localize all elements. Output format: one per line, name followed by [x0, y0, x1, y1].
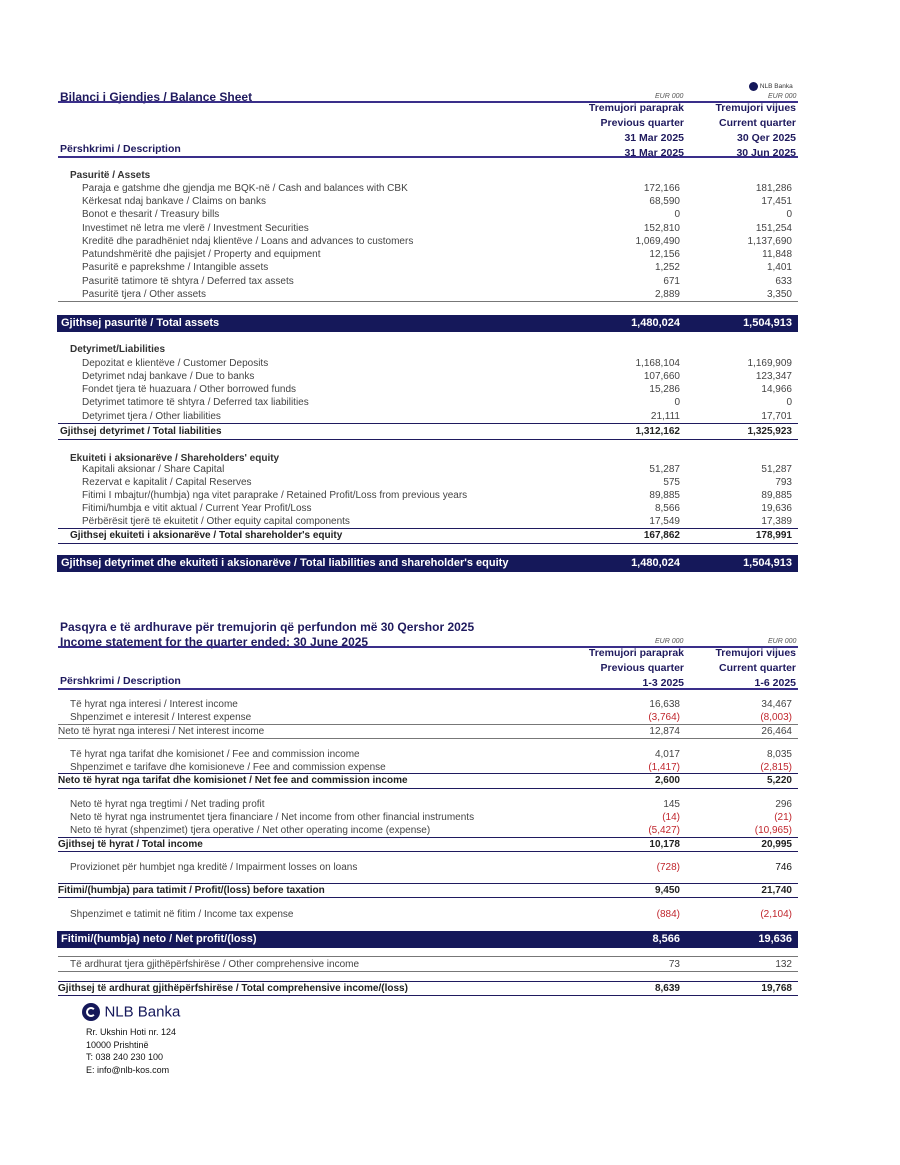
eur-label-2: EUR 000: [768, 93, 797, 100]
table-row: Neto të hyrat (shpenzimet) tjera operative / Net other operating income (expense) (5,427) (10,965): [70, 825, 792, 836]
email-line: E: info@nlb-kos.com: [86, 1064, 170, 1075]
footer-address: [86, 1026, 176, 1076]
footer-logo: [82, 1003, 180, 1021]
col-header-line: Current quarter: [718, 662, 796, 674]
rule: [58, 971, 798, 972]
phone-line: T: 038 240 230 100: [86, 1052, 164, 1062]
address-line: Rr. Ukshin Hoti nr. 124: [86, 1027, 177, 1037]
table-row: Përbërësit tjerë të ekuitetit / Other equity capital components 17,549 17,389: [82, 516, 792, 527]
balance-title: Bilanci i Gjendjes / Balance Sheet: [60, 90, 253, 104]
rule: [58, 439, 798, 440]
rule: [58, 423, 798, 424]
table-row: Patundshmëritë dhe pajisjet / Property and equipment 12,156 11,848: [82, 249, 792, 260]
col-header-line: Tremujori vijues: [715, 647, 796, 659]
table-row: Kapitali aksionar / Share Capital 51,287 51,287: [82, 464, 792, 475]
col-header-line: 30 Qer 2025: [737, 132, 796, 144]
balance-desc-header: Përshkrimi / Description: [60, 143, 181, 155]
table-row: Fitimi/humbja e vitit aktual / Current Year Profit/Loss 8,566 19,636: [82, 503, 792, 514]
nlb-logo-icon: [82, 1003, 100, 1021]
net-fee-row: Neto të hyrat nga tarifat dhe komisionet / Net fee and commission income 2,600 5,220: [58, 775, 792, 786]
balance-col1-header: [560, 101, 684, 161]
rule: [58, 956, 798, 957]
rule: [58, 788, 798, 789]
col-header-line: Previous quarter: [600, 117, 684, 129]
table-row: Depozitat e klientëve / Customer Deposits 1,168,104 1,169,909: [82, 358, 792, 369]
col-header-line: 1-6 2025: [754, 677, 796, 689]
table-row: Fondet tjera të huazuara / Other borrowed funds 15,286 14,966: [82, 384, 792, 395]
tax-row: Shpenzimet e tatimit në fitim / Income tax expense (884) (2,104): [70, 909, 792, 920]
footer-brand-name: NLB Banka: [104, 1003, 181, 1021]
col-header-line: 31 Mar 2025: [624, 132, 684, 144]
table-row: Pasuritë tjera / Other assets 2,889 3,350: [82, 289, 792, 300]
col-header-line: 31 Mar 2025: [624, 147, 684, 159]
total-equity-row: Gjithsej ekuiteti i aksionarëve / Total shareholder's equity 167,862 178,991: [70, 530, 792, 541]
rule: [58, 543, 798, 544]
income-title-2: Income statement for the quarter ended: 30 June 2025: [60, 635, 369, 649]
table-row: Neto të hyrat nga instrumentet tjera financiare / Net income from other financial instruments (14) (21): [70, 812, 792, 823]
table-row: Të hyrat nga tarifat dhe komisionet / Fee and commission income 4,017 8,035: [70, 749, 792, 760]
col-header-line: 30 Jun 2025: [736, 147, 796, 159]
col-header-line: Tremujori vijues: [715, 102, 796, 114]
rule: [58, 688, 798, 690]
nlb-logo-icon: [749, 82, 758, 91]
table-row: Pasuritë tatimore të shtyra / Deferred tax assets 671 633: [82, 276, 792, 287]
table-row: Kreditë dhe paradhëniet ndaj klientëve / Loans and advances to customers 1,069,490 1,137,690: [82, 236, 792, 247]
table-row: Detyrimet ndaj bankave / Due to banks 107,660 123,347: [82, 371, 792, 382]
net-profit-band: Fitimi/(humbja) neto / Net profit/(loss) 8,566 19,636: [57, 931, 798, 948]
table-row: Shpenzimet e tarifave dhe komisioneve / Fee and commission expense (1,417) (2,815): [70, 762, 792, 773]
table-row: Rezervat e kapitalit / Capital Reserves 575 793: [82, 477, 792, 488]
total-assets-band: Gjithsej pasuritë / Total assets 1,480,024 1,504,913: [57, 315, 798, 332]
oci-row: Të ardhurat tjera gjithëpërfshirëse / Other comprehensive income 73 132: [70, 959, 792, 970]
rule: [58, 995, 798, 996]
rule: [58, 301, 798, 302]
profit-before-tax-row: Fitimi/(humbja) para tatimit / Profit/(loss) before taxation 9,450 21,740: [58, 885, 792, 896]
impairment-row: Provizionet për humbjet nga kreditë / Impairment losses on loans (728) 746: [70, 862, 792, 873]
table-row: Paraja e gatshme dhe gjendja me BQK-në / Cash and balances with CBK 172,166 181,286: [82, 183, 792, 194]
income-title-1: Pasqyra e të ardhurave për tremujorin që perfundon më 30 Qershor 2025: [60, 620, 475, 634]
col-header-line: Current quarter: [718, 117, 796, 129]
table-row: Detyrimet tjera / Other liabilities 21,111 17,701: [82, 411, 792, 422]
net-interest-row: Neto të hyrat nga interesi / Net interest income 12,874 26,464: [58, 726, 792, 737]
small-logo: [749, 82, 793, 91]
total-comprehensive-row: Gjithsej të ardhurat gjithëpërfshirëse / Total comprehensive income/(loss) 8,639 19,768: [58, 983, 792, 994]
income-col1-header: [560, 646, 684, 691]
total-income-row: Gjithsej të hyrat / Total income 10,178 20,995: [58, 839, 792, 850]
table-row: Shpenzimet e interesit / Interest expense (3,764) (8,003): [70, 712, 792, 723]
table-row: Kërkesat ndaj bankave / Claims on banks 68,590 17,451: [82, 196, 792, 207]
table-row: Investimet në letra me vlerë / Investment Securities 152,810 151,254: [82, 223, 792, 234]
equity-heading: Ekuiteti i aksionarëve / Shareholders' equity: [70, 453, 280, 464]
rule: [58, 851, 798, 852]
assets-heading: Pasuritë / Assets: [70, 170, 151, 181]
rule: [58, 156, 798, 158]
table-row: Pasuritë e paprekshme / Intangible assets 1,252 1,401: [82, 262, 792, 273]
total-liabilities-row: Gjithsej detyrimet / Total liabilities 1,312,162 1,325,923: [60, 426, 792, 437]
eur-label-1: EUR 000: [655, 93, 684, 100]
table-row: Detyrimet tatimore të shtyra / Deferred tax liabilities 0 0: [82, 397, 792, 408]
col-header-line: Tremujori paraprak: [588, 102, 684, 114]
eur-label-4: EUR 000: [768, 638, 797, 645]
income-col2-header: [672, 646, 796, 691]
small-logo-text: NLB Banka: [759, 83, 793, 90]
table-row: Fitimi I mbajtur/(humbja) nga vitet paraprake / Retained Profit/Loss from previous years 89,885 89,885: [82, 490, 792, 501]
rule: [58, 738, 798, 739]
table-row: Të hyrat nga interesi / Interest income 16,638 34,467: [70, 699, 792, 710]
col-header-line: Previous quarter: [600, 662, 684, 674]
total-liabilities-equity-band: Gjithsej detyrimet dhe ekuiteti i aksionarëve / Total liabilities and shareholder's equity 1,480,024 1,504,913: [57, 555, 798, 572]
liabilities-heading: Detyrimet/Liabilities: [70, 344, 166, 355]
rule: [58, 897, 798, 898]
table-row: Neto të hyrat nga tregtimi / Net trading profit 145 296: [70, 799, 792, 810]
address-line: 10000 Prishtinë: [86, 1039, 149, 1050]
table-row: Bonot e thesarit / Treasury bills 0 0: [82, 209, 792, 220]
col-header-line: Tremujori paraprak: [588, 647, 684, 659]
col-header-line: 1-3 2025: [642, 677, 684, 689]
eur-label-3: EUR 000: [655, 638, 684, 645]
balance-col2-header: [672, 101, 796, 161]
income-desc-header: Përshkrimi / Description: [60, 675, 181, 687]
